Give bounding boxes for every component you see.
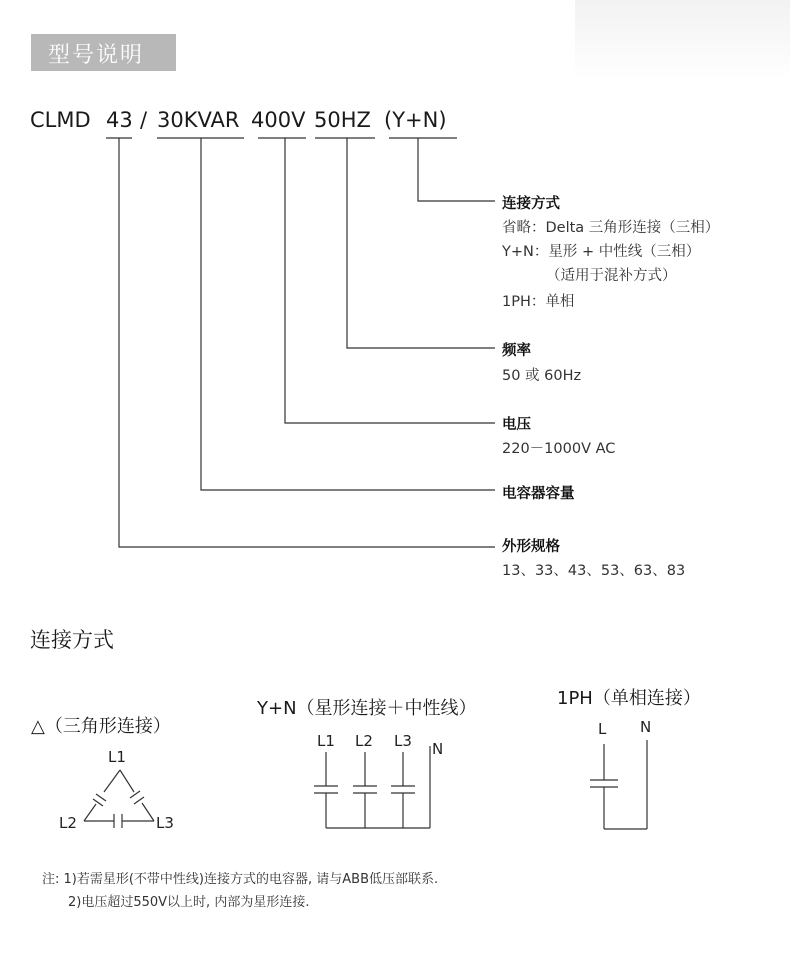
connection-section-title: 连接方式	[30, 628, 114, 652]
delta-label-l3: L3	[156, 814, 174, 832]
note-1: 注: 1)若需星形(不带中性线)连接方式的电容器, 请与ABB低压部联系.	[42, 872, 439, 887]
star-label-l3: L3	[394, 732, 412, 750]
connection-line-3: （适用于混补方式）	[546, 268, 677, 284]
star-label-l1: L1	[317, 732, 335, 750]
delta-label-l1: L1	[108, 748, 126, 766]
delta-label-l2: L2	[59, 814, 77, 832]
header-title: 型号说明	[48, 43, 145, 68]
note-2: 2)电压超过550V以上时, 内部为星形连接.	[68, 895, 310, 910]
single-label-l: L	[598, 720, 607, 738]
connection-title: 连接方式	[502, 196, 560, 212]
frequency-line: 50 或 60Hz	[502, 368, 582, 384]
model-capacity: 30KVAR	[157, 108, 240, 132]
model-connection: (Y+N)	[384, 108, 447, 132]
capacity-title: 电容器容量	[502, 486, 575, 502]
model-frequency: 50HZ	[314, 108, 371, 132]
single-title: 1PH（单相连接）	[557, 688, 701, 709]
model-slash: /	[140, 108, 148, 132]
connection-line-2: Y+N：星形 + 中性线（三相）	[502, 244, 701, 260]
connection-line-1: 省略：Delta 三角形连接（三相）	[502, 220, 720, 236]
model-voltage: 400V	[251, 108, 306, 132]
delta-title: △（三角形连接）	[31, 716, 171, 737]
size-line: 13、33、43、53、63、83	[502, 563, 686, 579]
star-label-l2: L2	[355, 732, 373, 750]
model-prefix: CLMD	[30, 108, 91, 132]
size-title: 外形规格	[502, 539, 560, 555]
voltage-line: 220－1000V AC	[502, 441, 616, 457]
star-title: Y+N（星形连接＋中性线）	[257, 698, 477, 719]
voltage-title: 电压	[502, 417, 531, 433]
connection-line-4: 1PH：单相	[502, 294, 575, 310]
model-size: 43	[106, 108, 133, 132]
single-label-n: N	[640, 718, 652, 736]
star-label-n: N	[432, 740, 444, 758]
frequency-title: 频率	[502, 343, 531, 359]
